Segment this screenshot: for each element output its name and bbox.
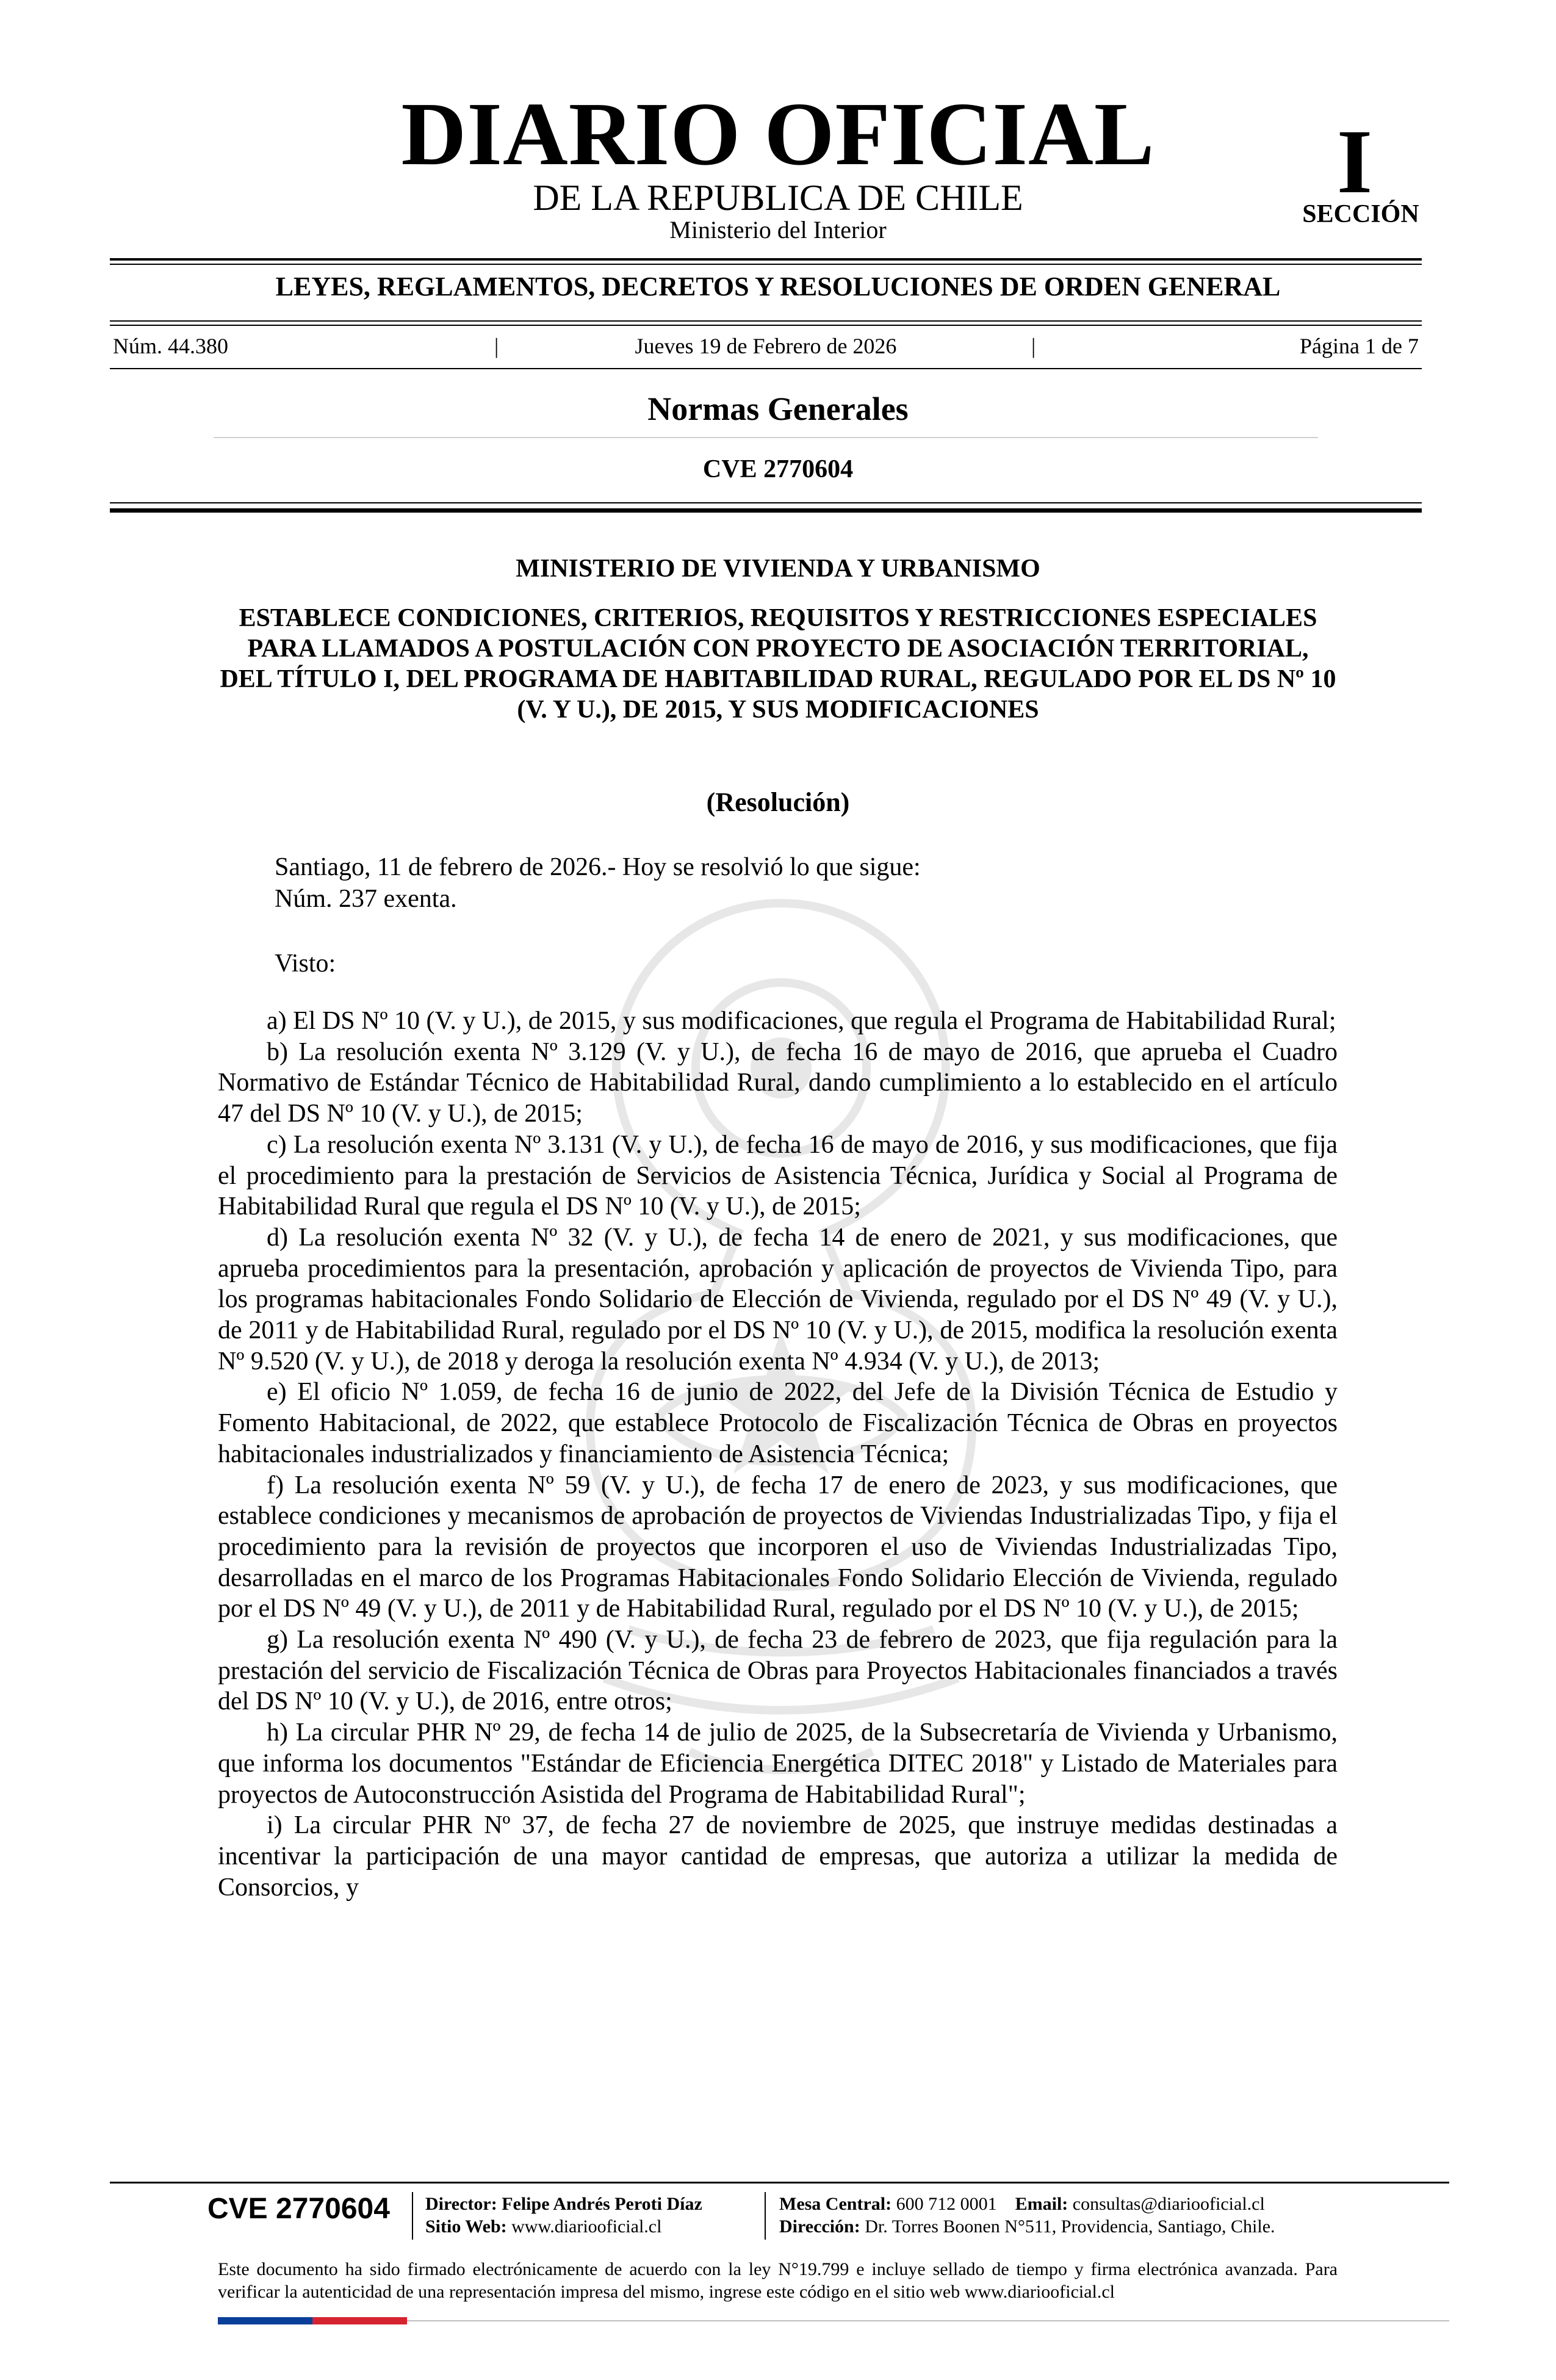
body-text: [218, 1006, 1338, 1903]
section-title: Normas Generales: [647, 391, 909, 427]
director-label: Director:: [425, 2194, 497, 2214]
paragraph-d: d) La resolución exenta Nº 32 (V. y U.), de fecha 14 de enero de 2021, y sus modificaciones, que aprueba procedimientos para la presentación, aprobación y aplicación de proyectos de Vivienda Tipo, para los programas habitacionales Fondo Solidario de Elección de Vivienda, regulado por el DS Nº 49 (V. y U.), de 2011 y de Habitabilidad Rural, regulado por el DS Nº 10 (V. y U.), de 2015, modifica la resolución exenta Nº 9.520 (V. y U.), de 2018 y deroga la resolución exenta Nº 4.934 (V. y U.), de 2013;: [218, 1223, 1338, 1376]
footer-legal-notice: Este documento ha sido firmado electrónicamente de acuerdo con la ley N°19.799 e incluye sellado de tiempo y firma electrónica avanzada. Para verificar la autenticidad de una representación impresa del mismo, ingrese este código en el sitio web www.diariooficial.cl: [218, 2259, 1338, 2302]
paragraph-e: e) El oficio Nº 1.059, de fecha 16 de junio de 2022, del Jefe de la División Técnica de Estudio y Fomento Habitacional, de 2022, que establece Protocolo de Fiscalización Técnica de Obras en proyectos habitacionales industrializados y financiamiento de Asistencia Técnica;: [218, 1378, 1338, 1468]
paragraph-c: c) La resolución exenta Nº 3.131 (V. y U.), de fecha 16 de mayo de 2016, y sus modificaciones, que fija el procedimiento para la prestación de Servicios de Asistencia Técnica, Jurídica y Social al Programa de Habitabilidad Rural que regula el DS Nº 10 (V. y U.), de 2015;: [218, 1130, 1338, 1221]
banner: LEYES, REGLAMENTOS, DECRETOS Y RESOLUCIONES DE ORDEN GENERAL: [275, 272, 1281, 301]
issue-number: Núm. 44.380: [113, 334, 228, 358]
footer-cve: CVE 2770604: [207, 2193, 390, 2225]
masthead-subtitle: DE LA REPUBLICA DE CHILE: [533, 178, 1023, 218]
footer-rule: [110, 2182, 1449, 2183]
masthead-ministry: Ministerio del Interior: [669, 216, 887, 243]
cve-code: CVE 2770604: [702, 455, 854, 483]
masthead-title: DIARIO OFICIAL: [401, 84, 1155, 184]
issue-date: Jueves 19 de Febrero de 2026: [635, 334, 897, 358]
paragraph-i: i) La circular PHR Nº 37, de fecha 27 de noviembre de 2025, que instruye medidas destinadas a incentivar la participación de una mayor cantidad de empresas, que autoriza a utilizar la medida de Consorcios, y: [218, 1811, 1338, 1902]
intro-place-date: Santiago, 11 de febrero de 2026.- Hoy se resolvió lo que sigue:: [275, 853, 921, 881]
visto-heading: Visto:: [275, 950, 336, 978]
intro-number: Núm. 237 exenta.: [275, 885, 457, 913]
ministry-heading: MINISTERIO DE VIVIENDA Y URBANISMO: [516, 555, 1040, 583]
page-indicator: Página 1 de 7: [1300, 334, 1419, 358]
section-number: I: [1336, 111, 1373, 212]
paragraph-h: h) La circular PHR Nº 29, de fecha 14 de julio de 2025, de la Subsecretaría de Vivienda y Urbanismo, que informa los documentos "Estándar de Eficiencia Energética DITEC 2018" y Listado de Materiales para proyectos de Autoconstrucción Asistida del Programa de Habitabilidad Rural";: [218, 1718, 1338, 1809]
document-type: (Resolución): [706, 787, 850, 817]
info-separator: |: [494, 334, 499, 358]
phone-label: Mesa Central:: [779, 2194, 892, 2214]
footer-divider: [765, 2192, 766, 2240]
footer-divider: [412, 2192, 413, 2240]
footer-contact-block: [779, 2193, 1275, 2238]
info-rule: [110, 368, 1422, 369]
website-label: Sitio Web:: [425, 2216, 507, 2237]
paragraph-f: f) La resolución exenta Nº 59 (V. y U.), de fecha 17 de enero de 2023, y sus modificaciones, que establece condiciones y mecanismos de aprobación de proyectos de Viviendas Industrializadas Tipo, y fija el procedimiento para la revisión de proyectos que incorporen el uso de Viviendas Industrializadas Tipo, desarrolladas en el marco de los Programas Habitacionales Fondo Solidario Elección de Vivienda, regulado por el DS Nº 49 (V. y U.), de 2011 y de Habitabilidad Rural, regulado por el DS Nº 10 (V. y U.), de 2015;: [218, 1471, 1338, 1623]
flag-stripe-rule: [407, 2320, 1449, 2321]
info-separator: |: [1031, 334, 1036, 358]
flag-stripe-blue: [218, 2317, 312, 2324]
masthead-rule-bottom: [110, 264, 1422, 265]
banner-rule-bottom: [110, 325, 1422, 326]
address-label: Dirección:: [779, 2216, 860, 2237]
header-rule-top: [110, 502, 1422, 503]
website-link[interactable]: www.diariooficial.cl: [511, 2216, 662, 2237]
section-title-rule: [214, 437, 1318, 438]
phone-value: 600 712 0001: [896, 2194, 997, 2214]
document-title: ESTABLECE CONDICIONES, CRITERIOS, REQUISITOS Y RESTRICCIONES ESPECIALES PARA LLAMADOS A POSTULACIÓN CON PROYECTO DE ASOCIACIÓN TERRITORIAL, DEL TÍTULO I, DEL PROGRAMA DE HABITABILIDAD RURAL, REGULADO POR EL DS Nº 10 (V. Y U.), DE 2015, Y SUS MODIFICACIONES: [220, 604, 1336, 724]
director-name: Felipe Andrés Peroti Díaz: [502, 2194, 702, 2214]
address-value: Dr. Torres Boonen N°511, Providencia, Santiago, Chile.: [865, 2216, 1275, 2237]
email-label: Email:: [1015, 2194, 1068, 2214]
intro-block: [275, 851, 1373, 915]
banner-rule-top: [110, 320, 1422, 322]
paragraph-b: b) La resolución exenta Nº 3.129 (V. y U.), de fecha 16 de mayo de 2016, que aprueba el Cuadro Normativo de Estándar Técnico de Habitabilidad Rural, dando cumplimiento a lo establecido en el artículo 47 del DS Nº 10 (V. y U.), de 2015;: [218, 1037, 1338, 1128]
flag-stripe-red: [312, 2317, 407, 2324]
paragraph-a: a) El DS Nº 10 (V. y U.), de 2015, y sus modificaciones, que regula el Programa de Habitabilidad Rural;: [267, 1007, 1336, 1035]
paragraph-g: g) La resolución exenta Nº 490 (V. y U.), de fecha 23 de febrero de 2023, que fija regulación para la prestación del servicio de Fiscalización Técnica de Obras para Proyectos Habitacionales financiados a través del DS Nº 10 (V. y U.), de 2016, entre otros;: [218, 1626, 1338, 1716]
footer-director-block: [425, 2193, 702, 2238]
section-label: SECCIÓN: [1302, 200, 1419, 228]
masthead-rule-top: [110, 258, 1422, 261]
email-link[interactable]: consultas@diariooficial.cl: [1072, 2194, 1265, 2214]
header-rule-heavy: [110, 508, 1422, 513]
